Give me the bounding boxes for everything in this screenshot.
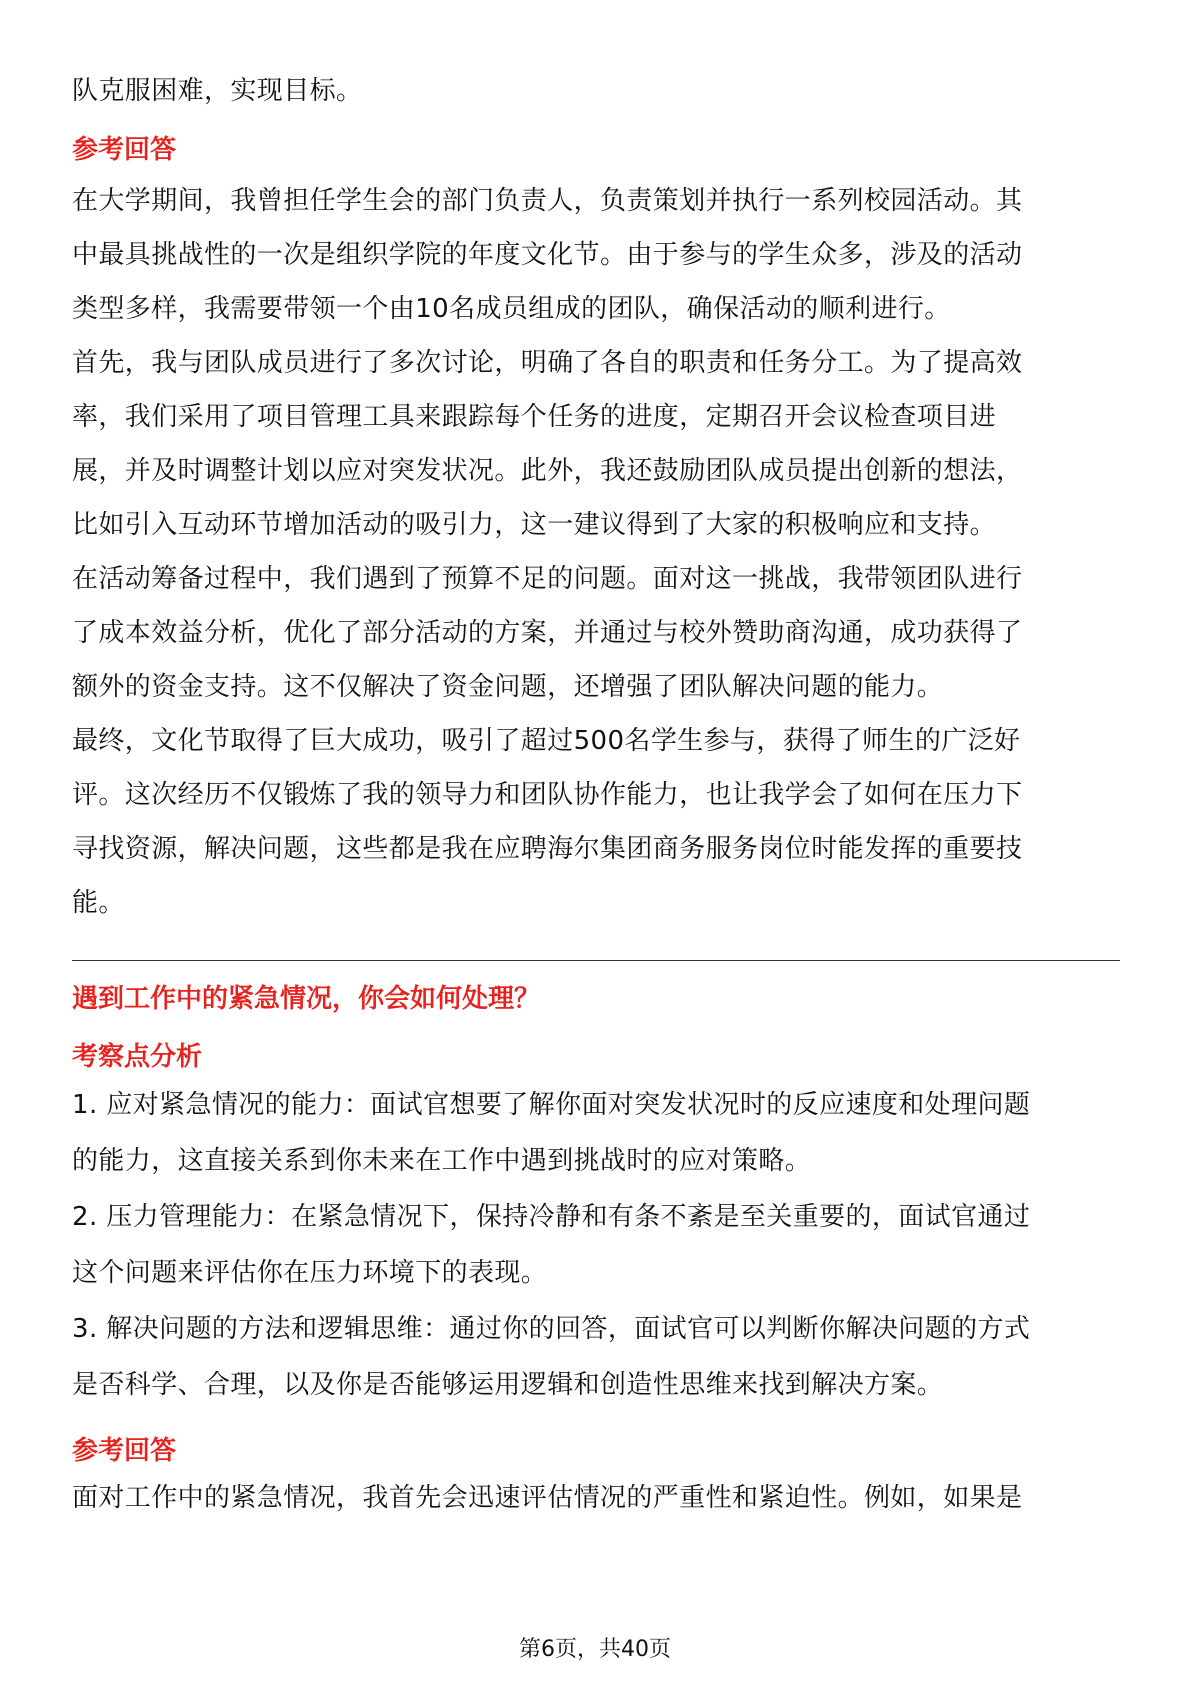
paragraph-line: 首先，我与团队成员进行了多次讨论，明确了各自的职责和任务分工。为了提高效 <box>72 348 1023 378</box>
paragraph-line: 1. 应对紧急情况的能力：面试官想要了解你面对突发状况时的反应速度和处理问题 <box>72 1090 1031 1120</box>
answer-body <box>72 1471 1120 1525</box>
paragraph-line: 中最具挑战性的一次是组织学院的年度文化节。由于参与的学生众多，涉及的活动 <box>72 240 1023 270</box>
paragraph-line: 评。这次经历不仅锻炼了我的领导力和团队协作能力，也让我学会了如何在压力下 <box>72 780 1023 810</box>
paragraph-line: 能。 <box>72 888 125 918</box>
section-divider <box>72 960 1120 961</box>
paragraph-line: 在活动筹备过程中，我们遇到了预算不足的问题。面对这一挑战，我带领团队进行 <box>72 564 1023 594</box>
paragraph-line: 了成本效益分析，优化了部分活动的方案，并通过与校外赞助商沟通，成功获得了 <box>72 618 1023 648</box>
paragraph-line: 是否科学、合理，以及你是否能够运用逻辑和创造性思维来找到解决方案。 <box>72 1370 944 1400</box>
page-footer: 第6页，共40页 <box>519 1637 671 1662</box>
answer-body <box>72 174 1120 930</box>
paragraph-line: 在大学期间，我曾担任学生会的部门负责人，负责策划并执行一系列校园活动。其 <box>72 186 1023 216</box>
paragraph-line: 这个问题来评估你在压力环境下的表现。 <box>72 1258 548 1288</box>
paragraph-line: 寻找资源，解决问题，这些都是我在应聘海尔集团商务服务岗位时能发挥的重要技 <box>72 834 1023 864</box>
paragraph-line: 类型多样，我需要带领一个由10名成员组成的团队，确保活动的顺利进行。 <box>72 294 951 324</box>
paragraph-line: 率，我们采用了项目管理工具来跟踪每个任务的进度，定期召开会议检查项目进 <box>72 402 997 432</box>
paragraph-line: 面对工作中的紧急情况，我首先会迅速评估情况的严重性和紧迫性。例如，如果是 <box>72 1483 1023 1513</box>
analysis-heading: 考察点分析 <box>72 1042 203 1072</box>
answer-heading: 参考回答 <box>72 1436 177 1466</box>
analysis-body <box>72 1077 1120 1413</box>
page-content <box>72 76 1120 1525</box>
paragraph-line: 队克服困难，实现目标。 <box>72 76 363 106</box>
paragraph-line: 展，并及时调整计划以应对突发状况。此外，我还鼓励团队成员提出创新的想法， <box>72 456 1023 486</box>
paragraph-line: 的能力，这直接关系到你未来在工作中遇到挑战时的应对策略。 <box>72 1146 812 1176</box>
paragraph-line: 2. 压力管理能力：在紧急情况下，保持冷静和有条不紊是至关重要的，面试官通过 <box>72 1202 1031 1232</box>
paragraph-line: 比如引入互动环节增加活动的吸引力，这一建议得到了大家的积极响应和支持。 <box>72 510 997 540</box>
paragraph-line: 最终，文化节取得了巨大成功，吸引了超过500名学生参与，获得了师生的广泛好 <box>72 726 1021 756</box>
question-title: 遇到工作中的紧急情况，你会如何处理？ <box>72 984 541 1014</box>
paragraph-line: 额外的资金支持。这不仅解决了资金问题，还增强了团队解决问题的能力。 <box>72 672 944 702</box>
paragraph-line: 3. 解决问题的方法和逻辑思维：通过你的回答，面试官可以判断你解决问题的方式 <box>72 1314 1031 1344</box>
answer-heading: 参考回答 <box>72 135 177 165</box>
